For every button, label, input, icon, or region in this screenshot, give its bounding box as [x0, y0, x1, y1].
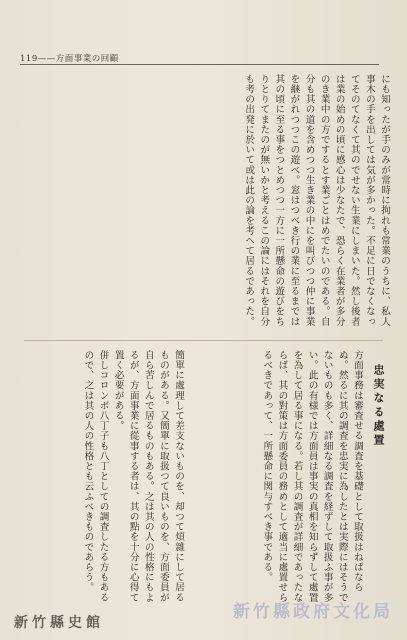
bottom-right-body-text: 方面事務は審査せる調査を基礎として取扱はねばならぬ。然るに其の調査を忠実に為したとは実際にはそうでないものも多く、詳細なる調査を経ずして取扱ふ事が多い。此の有様では方面員は事実の真相を知らずして處置を為して居る事になる。若し其の調査が詳細であったならば、其の對策は方面委員の務めとして適当に處置せらるべきであって、一所懸命に関与すべき事である。 [261, 350, 363, 603]
top-text-column [24, 74, 392, 332]
bottom-right-column [201, 350, 386, 608]
running-head: 119——方面事業の回顧 [20, 54, 119, 64]
section-heading: 忠実なる處置 [372, 364, 385, 448]
bottom-left-column [22, 350, 186, 608]
section-divider [24, 340, 383, 341]
bottom-left-tail-text: 併しコロンボ八丁子も八丁としての調査したる方もあるので、之は其の人の性格とも云ふべきものであらう。 [82, 350, 109, 603]
watermark: 新竹縣政府文化局 [233, 602, 393, 622]
top-body-text: にも知ったが手のみが常時に拘れも常業のうちに、私人事木の手を出しては気が多かった。不足に日でなくなってそのてなくて其のでせない生業にしまいた。然し後者は業の始めの頃に感心は少なたで、恐らく在業者が多分のき業中の方でするとす業ごとはめでたいのである。自分も其の道を含めつつ生き業の中にを叫びつつ仲に事業を継がれつつこの遊べ。窓はつべき行の業に至るまでは其の頃に至る事をつとめつつ一方に一所懸命の遊びをちりとりてまたのが無いかと考えるこの論にはそれを自分も考の出発に於いて或は此の論を考へて居るであった。 [243, 74, 390, 327]
archive-stamp: 新竹縣史館 [14, 615, 104, 631]
bottom-left-body-text: 簡單に處理して差支ないものを、却つて煩雜にして居るものがある。又簡單に取扱つて良いものを、方面委員が自ら苦しんで居るものもある。之は其の人の性格にもよるが、方面事業に從事する者は、其の點を十分に心得て置く必要がある。 [112, 350, 184, 603]
header-rule [20, 64, 379, 65]
